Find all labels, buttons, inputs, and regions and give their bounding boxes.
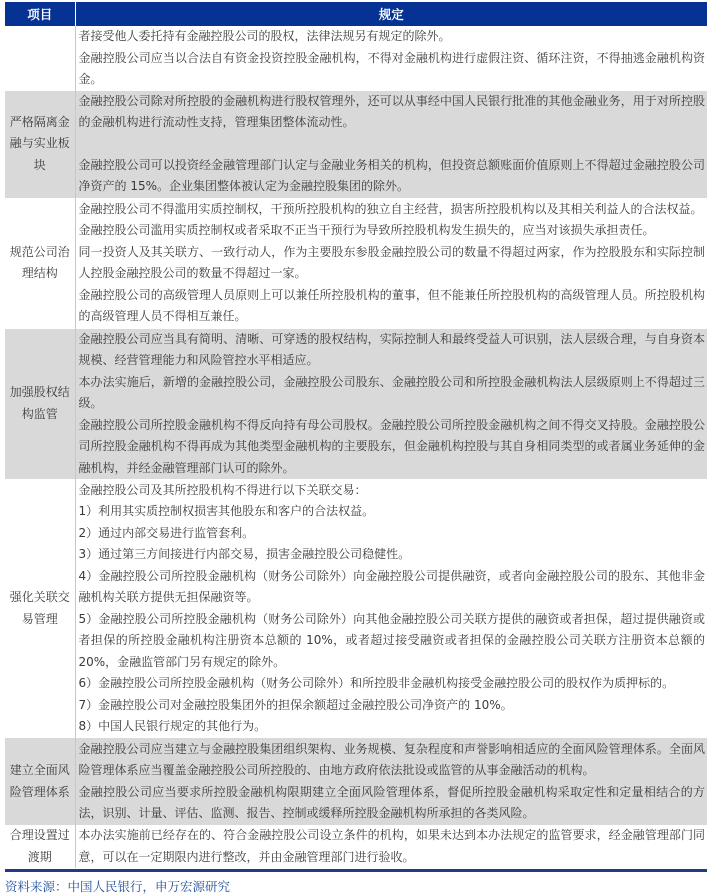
rule-text: 金融控股公司可以投资经金融管理部门认定与金融业务相关的机构，但投资总额账面价值原则上不得超过金融控股公司净资产的 15%。企业集团整体被认定为金融控股集团的除外。 bbox=[78, 157, 705, 193]
rule-text: 金融控股公司应当具有简明、清晰、可穿透的股权结构，实际控制人和最终受益人可识别，法人层级合理，与自身资本规模、经营管理能力和风险管控水平相适应。 bbox=[78, 331, 705, 367]
rule-text: 本办法实施后，新增的金融控股公司，金融控股公司股东、金融控股公司和所控股金融机构法人层级原则上不得超过三级。 bbox=[78, 374, 705, 410]
rule-cell bbox=[75, 479, 707, 738]
rule-text: 6）金融控股公司所控股金融机构（财务公司除外）和所控股非金融机构接受金融控股公司的股权作为质押标的。 bbox=[78, 676, 675, 690]
rule-text: 金融控股公司除对所控股的金融机构进行股权管理外，还可以从事经中国人民银行批准的其他金融业务，用于对所控股的金融机构进行流动性支持，管理集团整体流动性。 bbox=[78, 93, 705, 129]
rule-cell bbox=[75, 198, 707, 329]
rule-text: 7）金融控股公司对金融控股集团外的担保余额超过金融控股公司净资产的 10%。 bbox=[78, 697, 513, 712]
item-cell: 规范公司治理结构 bbox=[9, 244, 70, 280]
rule-text: 同一投资人及其关联方、一致行动人，作为主要股东参股金融控股公司的数量不得超过两家，作为控股股东和实际控制人控股金融控股公司的数量不得超过一家。 bbox=[78, 244, 705, 280]
rule-cell bbox=[75, 738, 707, 825]
rule-text: 1）利用其实质控制权损害其他股东和客户的合法权益。 bbox=[78, 504, 375, 518]
table-bottom-rule bbox=[5, 869, 707, 872]
header-item: 项目 bbox=[5, 2, 75, 26]
table-row bbox=[5, 479, 707, 738]
rule-text: 金融控股公司滥用实质控制权或者采取不正当干预行为导致所控股机构发生损失的，应当对该损失承担责任。 bbox=[78, 223, 655, 237]
rule-text: 金融控股公司不得滥用实质控制权，干预所控股机构的独立自主经营，损害所控股机构以及其相关利益人的合法权益。 bbox=[78, 201, 703, 216]
item-cell: 加强股权结构监管 bbox=[5, 329, 75, 480]
table-row bbox=[5, 329, 707, 480]
item-cell bbox=[5, 26, 75, 91]
rule-cell bbox=[75, 26, 707, 91]
rule-text: 金融控股公司应当要求所控股金融机构限期建立全面风险管理体系，督促所控股金融机构采取定性和定量相结合的方法，识别、计量、评估、监测、报告、控制或缓释所控股金融机构所承担的各类风险。 bbox=[78, 784, 705, 820]
item-cell: 合理设置过渡期 bbox=[9, 828, 70, 864]
rule-text: 金融控股公司的高级管理人员原则上可以兼任所控股机构的董事，但不能兼任所控股机构的高级管理人员。所控股机构的高级管理人员不得相互兼任。 bbox=[78, 287, 705, 323]
rule-text: 金融控股公司应当以合法自有资金投资控股金融机构，不得对金融机构进行虚假注资、循环注资，不得抽逃金融机构资金。 bbox=[78, 50, 705, 86]
rule-text: 者接受他人委托持有金融控股公司的股权，法律法规另有规定的除外。 bbox=[78, 29, 451, 43]
rule-text: 3）通过第三方间接进行内部交易，损害金融控股公司稳健性。 bbox=[78, 547, 411, 561]
rule-cell bbox=[75, 825, 707, 868]
table-row bbox=[5, 738, 707, 825]
rule-text: 金融控股公司及其所控股机构不得进行以下关联交易： bbox=[78, 482, 367, 497]
item-cell: 严格隔离金融与实业板块 bbox=[5, 91, 75, 198]
table-header-row bbox=[5, 2, 707, 26]
regulation-table bbox=[5, 2, 707, 868]
rule-text: 金融控股公司所控股金融机构不得反向持有母公司股权。金融控股公司所控股金融机构之间不得交叉持股。金融控股公司所控股金融机构不得再成为其他类型金融机构的主要股东，但金融机构控股与其自身相同类型的或者属业务延伸的金融机构，并经金融管理部门认可的除外。 bbox=[78, 417, 705, 475]
rule-text: 4）金融控股公司所控股金融机构（财务公司除外）向金融控股公司提供融资，或者向金融控股公司的股东、其他非金融机构关联方提供无担保融资等。 bbox=[78, 568, 705, 604]
item-cell: 建立全面风险管理体系 bbox=[5, 738, 75, 825]
item-cell: 强化关联交易管理 bbox=[9, 590, 70, 626]
rule-text: 2）通过内部交易进行监管套利。 bbox=[78, 525, 255, 540]
rule-text: 5）金融控股公司所控股金融机构（财务公司除外）向其他金融控股公司关联方提供的融资或者担保，超过提供融资或者担保的所控股金融机构注册资本总额的 10%，或者超过接受融资或者担保的金融控股公司关联方注册资本总额的 20%，金融监管部门另有规定的除外。 bbox=[78, 611, 705, 669]
table-row bbox=[5, 198, 707, 329]
table-row bbox=[5, 825, 707, 868]
header-rule: 规定 bbox=[75, 2, 707, 26]
rule-text: 8）中国人民银行规定的其他行为。 bbox=[78, 719, 267, 733]
table-row bbox=[5, 91, 707, 198]
source-note: 资料来源：中国人民银行，申万宏源研究 bbox=[5, 879, 231, 894]
regulation-table-container bbox=[5, 2, 707, 896]
rule-text: 金融控股公司应当建立与金融控股集团组织架构、业务规模、复杂程度和声誉影响相适应的全面风险管理体系。全面风险管理体系应当覆盖金融控股公司所控股的、由地方政府依法批设或监管的从事金融活动的机构。 bbox=[78, 741, 705, 777]
rule-cell bbox=[75, 329, 707, 480]
rule-text: 本办法实施前已经存在的、符合金融控股公司设立条件的机构，如果未达到本办法规定的监管要求，经金融管理部门同意，可以在一定期限内进行整改，并由金融管理部门进行验收。 bbox=[78, 828, 705, 864]
rule-cell bbox=[75, 91, 707, 198]
table-row bbox=[5, 26, 707, 91]
